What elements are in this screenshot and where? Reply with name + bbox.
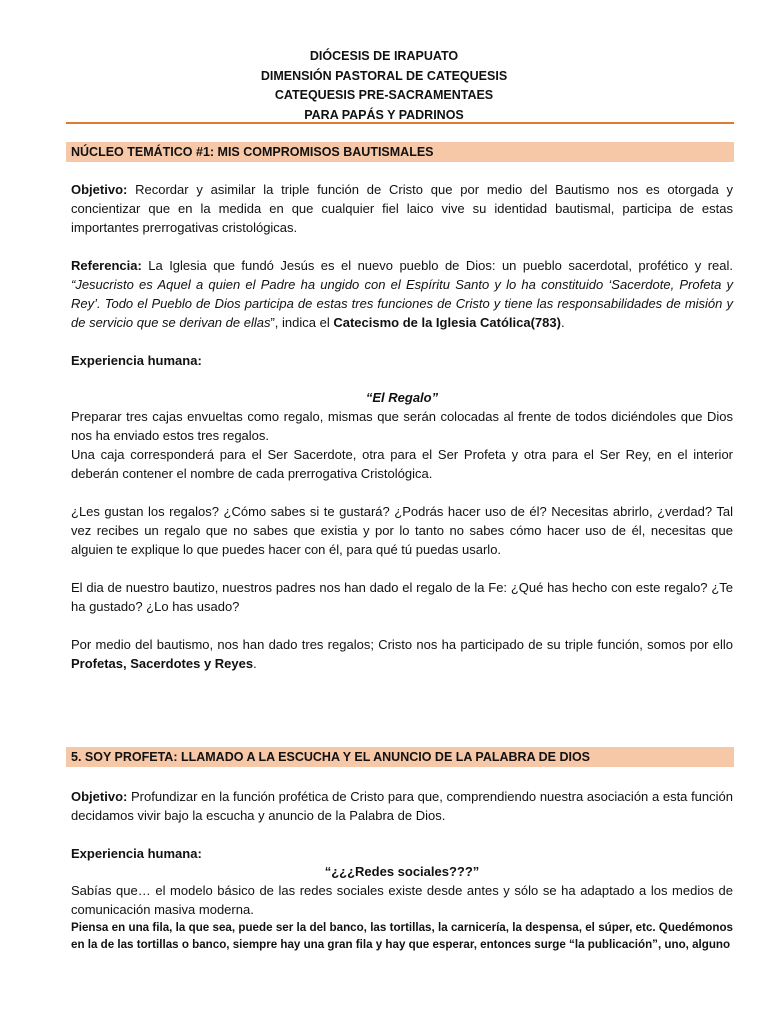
header-catequesis: CATEQUESIS PRE-SACRAMENTAES — [274, 88, 494, 102]
header-diocese: DIÓCESIS DE IRAPUATO — [309, 49, 459, 63]
regalo-paragraph-5 — [71, 635, 733, 673]
regalo-title-text: “El Regalo” — [365, 390, 439, 405]
section2-title: 5. SOY PROFETA: LLAMADO A LA ESCUCHA Y EL ANUNCIO DE LA PALABRA DE DIOS — [66, 747, 734, 767]
redes-paragraph-1: Sabías que… el modelo básico de las redes sociales existe desde antes y sólo se ha adaptado a los medios de comunicación masiva moderna. — [71, 883, 733, 917]
redes-paragraph-2: Piensa en una fila, la que sea, puede ser la del banco, las tortillas, la carnicería, la despensa, el súper, etc. Quedémonos en la de las tortillas o banco, siempre hay una gran fila y hay que esperar, entonces surge “la publicación”, uno, alguno — [71, 921, 733, 951]
section1-referencia — [71, 256, 733, 332]
redes-title-text: “¿¿¿Redes sociales???” — [324, 864, 480, 879]
section2-experiencia-label — [71, 844, 733, 863]
regalo-p5-end: . — [253, 656, 257, 671]
referencia-after: ”, indica el — [270, 315, 334, 330]
regalo-paragraph-3: ¿Les gustan los regalos? ¿Cómo sabes si te gustará? ¿Podrás hacer uso de él? Necesitas abrirlo, ¿verdad? Tal vez recibes un regalo que no sabes que existia y por lo tanto no sabes cómo hacer uso de él, necesitas que alguien te explique lo que puedes hacer con él, para qué tú puedas usarlo. — [71, 504, 733, 557]
referencia-label: Referencia: — [71, 258, 142, 273]
redes-title — [71, 862, 733, 881]
referencia-end: . — [560, 315, 565, 330]
regalo-title — [71, 388, 733, 407]
header-divider — [66, 122, 734, 124]
objetivo-text: Recordar y asimilar la triple función de Cristo que por medio del Bautismo nos es otorgada y concientizar que en la medida en que cualquier fiel laico vive su identidad bautismal, participa de estas importantes prerrogativas cristológicas. — [71, 182, 733, 235]
objetivo-label: Objetivo: — [71, 789, 128, 804]
document-header — [0, 47, 768, 125]
regalo-p5-text: Por medio del bautismo, nos han dado tres regalos; Cristo nos ha participado de su triple función, somos por ello — [71, 637, 733, 652]
experiencia-label: Experiencia humana: — [71, 846, 202, 861]
header-audience: PARA PAPÁS Y PADRINOS — [304, 107, 464, 122]
referencia-source: Catecismo de la Iglesia Católica(783) — [333, 315, 561, 330]
section1-experiencia-label — [71, 351, 733, 370]
regalo-p5-bold: Profetas, Sacerdotes y Reyes — [71, 656, 254, 671]
objetivo-text: Profundizar en la función profética de Cristo para que, comprendiendo nuestra asociación a esta función decidamos vivir bajo la escucha y anuncio de la Palabra de Dios. — [71, 789, 733, 823]
regalo-paragraph-1: Preparar tres cajas envueltas como regalo, mismas que serán colocadas al frente de todos diciéndoles que Dios nos ha enviado estos tres regalos. — [71, 409, 733, 443]
section2-objetivo — [71, 787, 733, 825]
regalo-paragraph-2: Una caja corresponderá para el Ser Sacerdote, otra para el Ser Profeta y otra para el Ser Rey, en el interior deberán contener el nombre de cada prerrogativa Cristológica. — [71, 447, 733, 481]
regalo-paragraph-4: El dia de nuestro bautizo, nuestros padres nos han dado el regalo de la Fe: ¿Qué has hecho con este regalo? ¿Te ha gustado? ¿Lo has usado? — [71, 580, 733, 614]
referencia-quote: “Jesucristo es Aquel a quien el Padre ha ungido con el Espíritu Santo y lo ha constituido ‘Sacerdote, Profeta y Rey’. Todo el Pueblo de Dios participa de estas tres funciones de Cristo y tiene las responsabilidades de misión y de servicio que se derivan de ellas — [71, 277, 733, 330]
referencia-text: La Iglesia que fundó Jesús es el nuevo pueblo de Dios: un pueblo sacerdotal, profético y real. — [141, 258, 733, 273]
header-dimension: DIMENSIÓN PASTORAL DE CATEQUESIS — [260, 68, 508, 83]
section1-title: NÚCLEO TEMÁTICO #1: MIS COMPROMISOS BAUTISMALES — [66, 142, 734, 162]
experiencia-label: Experiencia humana: — [71, 353, 202, 368]
objetivo-label: Objetivo: — [71, 182, 128, 197]
section1-objetivo — [71, 180, 733, 237]
